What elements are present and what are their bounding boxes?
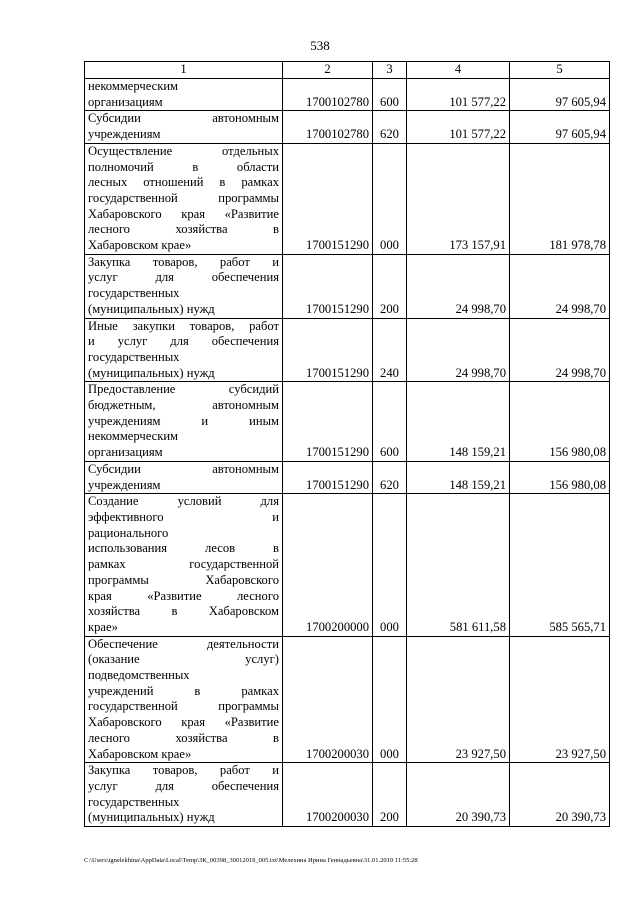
expense-name-cell (85, 254, 283, 318)
column-header-5: 5 (510, 62, 610, 79)
amount-col4-cell: 101 577,22 (407, 111, 510, 143)
amount-col4-cell: 173 157,91 (407, 143, 510, 254)
expense-type-cell: 000 (373, 636, 407, 763)
expense-name-line: и услуг для обеспечения (88, 334, 279, 349)
column-header-3: 3 (373, 62, 407, 79)
target-code-cell: 1700151290 (283, 461, 373, 493)
target-code-cell: 1700151290 (283, 143, 373, 254)
expense-name-cell (85, 494, 283, 636)
expense-name-line: государственных (88, 286, 180, 301)
expense-name-line: Хабаровском крае» (88, 746, 192, 761)
expense-name-line: учреждениям (88, 127, 161, 142)
target-code-cell: 1700102780 (283, 111, 373, 143)
expense-name-line: некоммерческим (88, 429, 179, 444)
amount-col4-cell: 24 998,70 (407, 254, 510, 318)
expense-name-line: крае» (88, 619, 118, 634)
table-row (85, 382, 610, 462)
amount-col4-cell: 148 159,21 (407, 461, 510, 493)
expense-name-line: рационального (88, 525, 169, 540)
expense-name-line: (муниципальных) нужд (88, 810, 215, 825)
amount-col4-cell: 148 159,21 (407, 382, 510, 462)
amount-col5-cell: 23 927,50 (510, 636, 610, 763)
amount-col5-cell: 585 565,71 (510, 494, 610, 636)
expense-name-line: использования лесов в (88, 541, 279, 556)
budget-table (84, 61, 610, 827)
expense-type-cell: 200 (373, 254, 407, 318)
column-header-4: 4 (407, 62, 510, 79)
table-row (85, 111, 610, 143)
expense-type-cell: 200 (373, 763, 407, 827)
amount-col5-cell: 24 998,70 (510, 254, 610, 318)
expense-name-line: Субсидии автономным (88, 111, 279, 126)
expense-name-line: хозяйства в Хабаровском (88, 604, 279, 619)
expense-name-line: Создание условий для (88, 494, 279, 509)
expense-name-line: услуг для обеспечения (88, 270, 279, 285)
expense-name-line: Осуществление отдельных (88, 143, 279, 158)
amount-col4-cell: 20 390,73 (407, 763, 510, 827)
expense-type-cell: 620 (373, 111, 407, 143)
expense-name-line: государственных (88, 349, 180, 364)
expense-name-line: Предоставление субсидий (88, 382, 279, 397)
expense-name-line: края «Развитие лесного (88, 588, 279, 603)
expense-name-cell (85, 111, 283, 143)
expense-name-line: организациям (88, 445, 163, 460)
expense-type-cell: 000 (373, 143, 407, 254)
expense-type-cell: 600 (373, 382, 407, 462)
expense-name-line: Хабаровского края «Развитие (88, 206, 279, 221)
expense-name-cell (85, 79, 283, 111)
column-header-1: 1 (85, 62, 283, 79)
expense-name-cell (85, 636, 283, 763)
amount-col5-cell: 156 980,08 (510, 461, 610, 493)
amount-col4-cell: 24 998,70 (407, 318, 510, 382)
expense-name-line: Закупка товаров, работ и (88, 763, 279, 778)
expense-type-cell: 240 (373, 318, 407, 382)
expense-name-line: услуг для обеспечения (88, 778, 279, 793)
expense-name-line: Хабаровского края «Развитие (88, 715, 279, 730)
expense-name-line: полномочий в области (88, 159, 279, 174)
expense-name-line: Субсидии автономным (88, 461, 279, 476)
expense-name-line: рамках государственной (88, 557, 279, 572)
expense-name-line: Иные закупки товаров, работ (88, 318, 279, 333)
expense-name-line: государственной программы (88, 699, 279, 714)
amount-col5-cell: 24 998,70 (510, 318, 610, 382)
target-code-cell: 1700151290 (283, 318, 373, 382)
target-code-cell: 1700151290 (283, 254, 373, 318)
expense-name-line: лесных отношений в рамках (88, 175, 279, 190)
expense-name-line: государственных (88, 794, 180, 809)
expense-name-line: Обеспечение деятельности (88, 636, 279, 651)
expense-name-line: учреждениям и иным (88, 413, 279, 428)
amount-col4-cell: 581 611,58 (407, 494, 510, 636)
expense-name-line: (оказание услуг) (88, 652, 279, 667)
expense-name-cell (85, 461, 283, 493)
expense-name-line: учреждений в рамках (88, 683, 279, 698)
expense-type-cell: 600 (373, 79, 407, 111)
expense-name-cell (85, 382, 283, 462)
expense-name-line: лесного хозяйства в (88, 730, 279, 745)
expense-name-line: подведомственных (88, 668, 190, 683)
footer-file-path: C:\Users\ignelekhina\AppData\Local\Temp\ЗК_00398_30012019_005.txt\Мелехина Ирина Геннадьевна\31.01.2019 11:55:28 (84, 857, 418, 864)
amount-col5-cell: 20 390,73 (510, 763, 610, 827)
expense-name-cell (85, 318, 283, 382)
expense-name-line: бюджетным, автономным (88, 398, 279, 413)
amount-col5-cell: 181 978,78 (510, 143, 610, 254)
amount-col5-cell: 97 605,94 (510, 79, 610, 111)
page-number: 538 (310, 38, 330, 53)
table-row (85, 79, 610, 111)
expense-name-line: организациям (88, 94, 163, 109)
target-code-cell: 1700200030 (283, 636, 373, 763)
target-code-cell: 1700200000 (283, 494, 373, 636)
expense-name-line: учреждениям (88, 477, 161, 492)
expense-type-cell: 000 (373, 494, 407, 636)
table-row (85, 494, 610, 636)
expense-type-cell: 620 (373, 461, 407, 493)
expense-name-line: Хабаровском крае» (88, 238, 192, 253)
table-row (85, 461, 610, 493)
expense-name-line: (муниципальных) нужд (88, 365, 215, 380)
target-code-cell: 1700200030 (283, 763, 373, 827)
table-row (85, 254, 610, 318)
table-row (85, 763, 610, 827)
expense-name-line: лесного хозяйства в (88, 222, 279, 237)
expense-name-line: Закупка товаров, работ и (88, 254, 279, 269)
expense-name-line: некоммерческим (88, 79, 179, 93)
amount-col4-cell: 23 927,50 (407, 636, 510, 763)
amount-col5-cell: 97 605,94 (510, 111, 610, 143)
expense-name-cell (85, 143, 283, 254)
expense-name-line: программы Хабаровского (88, 572, 279, 587)
target-code-cell: 1700102780 (283, 79, 373, 111)
target-code-cell: 1700151290 (283, 382, 373, 462)
expense-name-line: государственной программы (88, 190, 279, 205)
expense-name-cell (85, 763, 283, 827)
column-header-2: 2 (283, 62, 373, 79)
table-row (85, 636, 610, 763)
expense-name-line: эффективного и (88, 509, 279, 524)
table-row (85, 318, 610, 382)
amount-col5-cell: 156 980,08 (510, 382, 610, 462)
table-row (85, 143, 610, 254)
expense-name-line: (муниципальных) нужд (88, 301, 215, 316)
amount-col4-cell: 101 577,22 (407, 79, 510, 111)
table-header-row (85, 62, 610, 79)
